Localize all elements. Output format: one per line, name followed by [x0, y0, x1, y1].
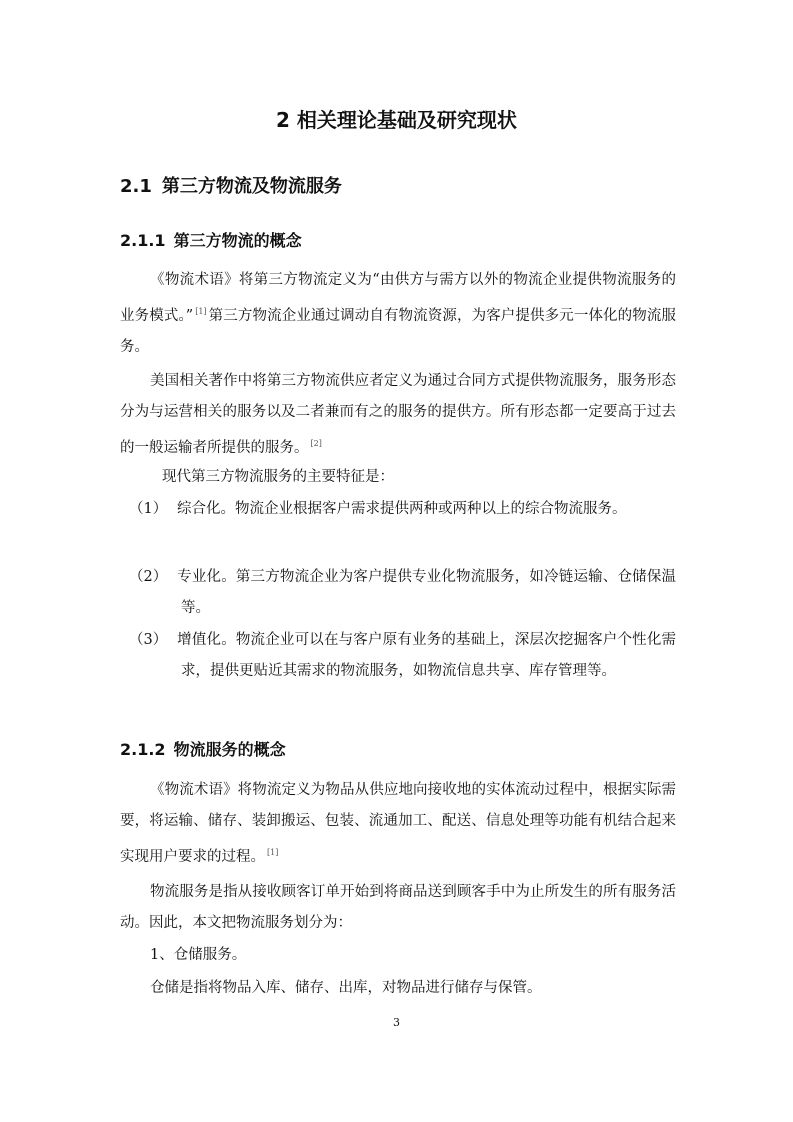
list-item-text: 综合化。物流企业根据客户需求提供两种或两种以上的综合物流服务。 — [177, 501, 627, 517]
paragraph: 1、仓储服务。 — [150, 947, 247, 963]
subsection-title: 第三方物流的概念 — [173, 231, 302, 250]
paragraph — [120, 265, 676, 363]
paragraph — [120, 366, 676, 464]
list-marker: （2） — [129, 569, 168, 585]
chapter-title: 2 相关理论基础及研究现状 — [276, 108, 517, 132]
paragraph: 仓储是指将物品入库、储存、出库，对物品进行储存与保管。 — [150, 980, 542, 996]
subsection-heading-2-1-1 — [120, 228, 302, 251]
paragraph-text: 第三方物流企业通过调动自有物流资源，为客户提供多元一体化的物流服务。 — [120, 307, 676, 355]
subsection-heading-2-1-2 — [120, 737, 286, 760]
citation: [2] — [310, 439, 322, 448]
list-marker: （1） — [129, 501, 168, 517]
paragraph-text: 美国相关著作中将第三方物流供应者定义为通过合同方式提供物流服务，服务形态分为与运营相关的服务以及二者兼而有之的服务的提供方。所有形态都一定要高于过去的一般运输者所提供的服务。 — [120, 373, 676, 456]
subsection-number: 2.1.1 — [120, 231, 166, 250]
paragraph: 物流服务是指从接收顾客订单开始到将商品送到顾客手中为止所发生的所有服务活动。因此，本文把物流服务划分为： — [120, 884, 676, 931]
section-heading-2-1 — [120, 172, 342, 198]
page-number: 3 — [393, 1016, 400, 1029]
section-title: 第三方物流及物流服务 — [161, 176, 342, 197]
list-item — [129, 625, 676, 687]
subsection-title: 物流服务的概念 — [173, 740, 286, 759]
subsection-number: 2.1.2 — [120, 740, 166, 759]
paragraph — [120, 775, 676, 873]
list-item-text: 增值化。物流企业可以在与客户原有业务的基础上，深层次挖掘客户个性化需求，提供更贴近其需求的物流服务，如物流信息共享、库存管理等。 — [177, 632, 676, 679]
list-item — [129, 494, 676, 525]
paragraph-text: 《物流术语》将第三方物流定义为“由供方与需方以外的物流企业提供物流服务的业务模式。” — [120, 272, 676, 324]
paragraph-text: 《物流术语》将物流定义为物品从供应地向接收地的实体流动过程中，根据实际需要，将运输、储存、装卸搬运、包装、流通加工、配送、信息处理等功能有机结合起来实现用户要求的过程。 — [120, 782, 676, 865]
paragraph: 现代第三方物流服务的主要特征是： — [162, 469, 394, 485]
list-item-text: 专业化。第三方物流企业为客户提供专业化物流服务，如冷链运输、仓储保温等。 — [177, 569, 676, 616]
citation: [1] — [267, 848, 279, 857]
list-item — [129, 562, 676, 624]
section-number: 2.1 — [120, 176, 152, 197]
citation: [1] — [195, 307, 207, 316]
list-marker: （3） — [129, 632, 168, 648]
